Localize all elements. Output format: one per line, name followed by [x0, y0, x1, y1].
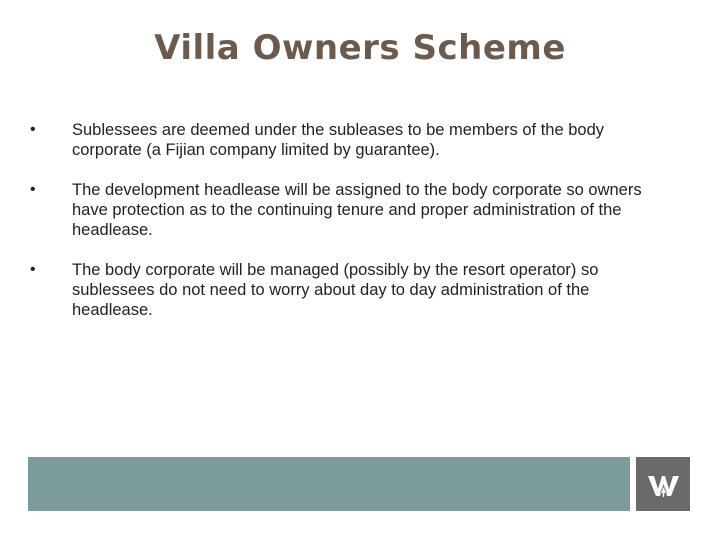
bullet-item [30, 260, 670, 320]
bullet-item [30, 120, 670, 160]
slide-title: Villa Owners Scheme [154, 28, 566, 68]
bullet-item [30, 180, 670, 240]
bullet-list [30, 120, 670, 340]
bullet-text: Sublessees are deemed under the subleases to be members of the body corporate (a Fijian company limited by guarantee). [72, 121, 604, 159]
bullet-marker: • [30, 181, 36, 198]
bullet-marker: • [30, 261, 36, 278]
bullet-text: The development headlease will be assigned to the body corporate so owners have protection as to the continuing tenure and proper administration of the headlease. [72, 181, 642, 239]
footer-logo [636, 457, 690, 511]
w-logo-icon [636, 457, 690, 511]
bullet-text: The body corporate will be managed (possibly by the resort operator) so sublessees do not need to worry about day to day administration of the headlease. [72, 261, 599, 319]
footer-bar [28, 457, 630, 511]
bullet-marker: • [30, 121, 36, 138]
